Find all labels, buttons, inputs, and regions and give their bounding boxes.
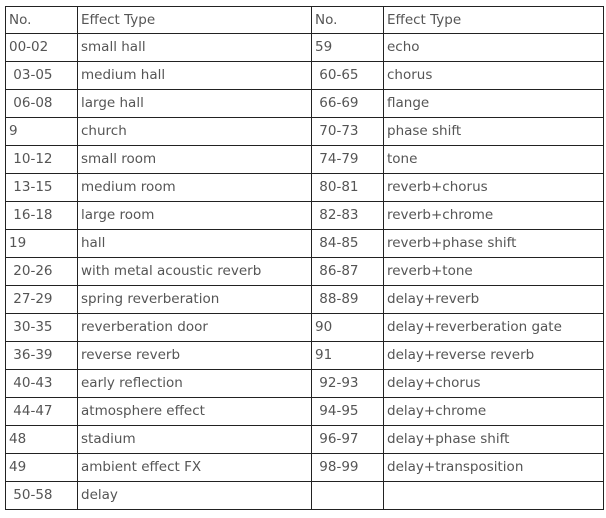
table-row — [6, 146, 604, 174]
cell-no-left: 16-18 — [6, 202, 78, 230]
cell-no-right: 94-95 — [312, 398, 384, 426]
table-row — [6, 230, 604, 258]
cell-no-right: 66-69 — [312, 90, 384, 118]
cell-effect-right: chorus — [384, 62, 604, 90]
cell-no-right: 74-79 — [312, 146, 384, 174]
table-row — [6, 454, 604, 482]
cell-effect-right: reverb+tone — [384, 258, 604, 286]
cell-no-left: 10-12 — [6, 146, 78, 174]
cell-effect-left: large hall — [78, 90, 312, 118]
table-row — [6, 314, 604, 342]
cell-no-right: 98-99 — [312, 454, 384, 482]
header-no-right: No. — [312, 7, 384, 34]
header-no-left: No. — [6, 7, 78, 34]
cell-effect-right: delay+transposition — [384, 454, 604, 482]
cell-effect-left: small hall — [78, 34, 312, 62]
table-header-row — [6, 7, 604, 34]
cell-no-right: 82-83 — [312, 202, 384, 230]
cell-effect-right: reverb+chrome — [384, 202, 604, 230]
cell-effect-right: delay+reverb — [384, 286, 604, 314]
effect-type-table — [5, 6, 604, 510]
table-row — [6, 286, 604, 314]
cell-effect-right: delay+phase shift — [384, 426, 604, 454]
cell-effect-right: delay+reverse reverb — [384, 342, 604, 370]
cell-no-right — [312, 482, 384, 510]
table-row — [6, 426, 604, 454]
table-row — [6, 174, 604, 202]
cell-effect-left: delay — [78, 482, 312, 510]
header-effect-type-right: Effect Type — [384, 7, 604, 34]
cell-effect-right: reverb+chorus — [384, 174, 604, 202]
cell-effect-right: reverb+phase shift — [384, 230, 604, 258]
cell-no-left: 44-47 — [6, 398, 78, 426]
table-row — [6, 398, 604, 426]
cell-effect-left: early reflection — [78, 370, 312, 398]
cell-effect-left: stadium — [78, 426, 312, 454]
cell-no-right: 60-65 — [312, 62, 384, 90]
cell-effect-right: delay+reverberation gate — [384, 314, 604, 342]
cell-no-right: 96-97 — [312, 426, 384, 454]
header-effect-type-left: Effect Type — [78, 7, 312, 34]
cell-no-right: 80-81 — [312, 174, 384, 202]
table-row — [6, 342, 604, 370]
cell-no-left: 00-02 — [6, 34, 78, 62]
cell-no-left: 50-58 — [6, 482, 78, 510]
cell-no-left: 36-39 — [6, 342, 78, 370]
cell-no-right: 59 — [312, 34, 384, 62]
cell-no-left: 27-29 — [6, 286, 78, 314]
cell-no-left: 03-05 — [6, 62, 78, 90]
cell-effect-right: phase shift — [384, 118, 604, 146]
cell-no-left: 06-08 — [6, 90, 78, 118]
cell-no-right: 90 — [312, 314, 384, 342]
cell-effect-left: ambient effect FX — [78, 454, 312, 482]
cell-no-right: 86-87 — [312, 258, 384, 286]
table-row — [6, 202, 604, 230]
table-row — [6, 62, 604, 90]
cell-effect-left: spring reverberation — [78, 286, 312, 314]
cell-effect-left: reverse reverb — [78, 342, 312, 370]
table-row — [6, 118, 604, 146]
cell-effect-left: reverberation door — [78, 314, 312, 342]
cell-no-right: 91 — [312, 342, 384, 370]
cell-effect-right: delay+chorus — [384, 370, 604, 398]
cell-no-left: 48 — [6, 426, 78, 454]
table-row — [6, 482, 604, 510]
cell-no-left: 49 — [6, 454, 78, 482]
cell-no-left: 40-43 — [6, 370, 78, 398]
cell-no-right: 70-73 — [312, 118, 384, 146]
cell-effect-right: flange — [384, 90, 604, 118]
cell-effect-right: tone — [384, 146, 604, 174]
table-row — [6, 258, 604, 286]
table-row — [6, 370, 604, 398]
cell-no-left: 9 — [6, 118, 78, 146]
cell-no-left: 13-15 — [6, 174, 78, 202]
cell-no-left: 20-26 — [6, 258, 78, 286]
cell-effect-left: large room — [78, 202, 312, 230]
cell-no-right: 92-93 — [312, 370, 384, 398]
table-row — [6, 34, 604, 62]
cell-effect-right: delay+chrome — [384, 398, 604, 426]
cell-no-right: 84-85 — [312, 230, 384, 258]
cell-effect-left: with metal acoustic reverb — [78, 258, 312, 286]
cell-effect-left: medium hall — [78, 62, 312, 90]
table-row — [6, 90, 604, 118]
cell-effect-left: small room — [78, 146, 312, 174]
effect-table-body — [6, 7, 604, 510]
cell-no-left: 30-35 — [6, 314, 78, 342]
cell-effect-right — [384, 482, 604, 510]
cell-no-right: 88-89 — [312, 286, 384, 314]
cell-effect-left: medium room — [78, 174, 312, 202]
cell-effect-left: church — [78, 118, 312, 146]
cell-effect-left: atmosphere effect — [78, 398, 312, 426]
effect-table-container — [5, 6, 604, 510]
cell-effect-right: echo — [384, 34, 604, 62]
cell-no-left: 19 — [6, 230, 78, 258]
cell-effect-left: hall — [78, 230, 312, 258]
